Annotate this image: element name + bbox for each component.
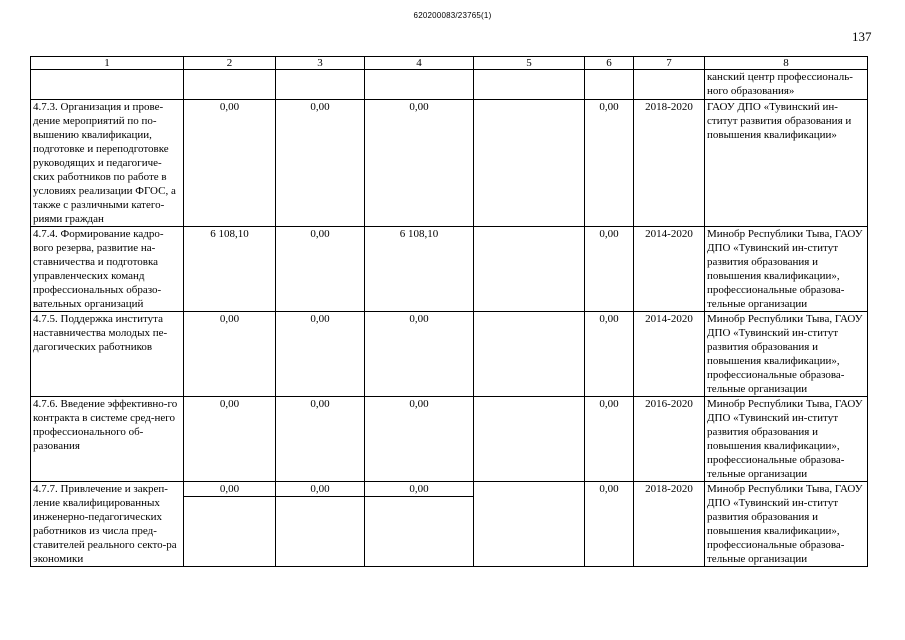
column-header: 8 [705,57,868,70]
cell-regional: 0,00 [365,397,474,482]
cell-federal: 0,00 [276,312,365,397]
cell-responsible: Минобр Республики Тыва, ГАОУ ДПО «Тувинский ин-ститут развития образования и повышения квалификации», профессиональные образова-тельные организации [705,397,868,482]
cell-regional: 0,00 [365,312,474,397]
cell-municipal [474,397,585,482]
cell-measure: 4.7.4. Формирование кадро-вого резерва, развитие на-ставничества и подготовка управленческих команд профессиональных образо-вательных организаций [31,227,184,312]
cell-regional: 0,00 [365,100,474,227]
page-number: 137 [852,29,872,44]
cell-total: 0,00 [184,312,276,397]
cell-measure [31,70,184,100]
cell-municipal [474,312,585,397]
cell-municipal [474,482,585,567]
cell-responsible: канский центр профессиональ-ного образования» [705,70,868,100]
cell-total: 0,00 [184,100,276,227]
cell-responsible: Минобр Республики Тыва, ГАОУ ДПО «Тувинский ин-ститут развития образования и повышения квалификации», профессиональные образова-тельные организации [705,227,868,312]
cell-total-empty [184,497,276,567]
cell-municipal [474,100,585,227]
cell-other [585,70,634,100]
cell-regional-empty [365,497,474,567]
cell-federal: 0,00 [276,100,365,227]
column-header: 4 [365,57,474,70]
cell-municipal [474,227,585,312]
column-header: 3 [276,57,365,70]
cell-total [184,70,276,100]
cell-total: 0,00 [184,482,276,497]
cell-other: 0,00 [585,312,634,397]
cell-total: 0,00 [184,397,276,482]
cell-period: 2018-2020 [634,100,705,227]
table-row [31,312,868,397]
cell-measure: 4.7.7. Привлечение и закреп-ление квалифицированных инженерно-педагогических работников из числа пред-ставителей реального секто-ра экономики [31,482,184,567]
column-header: 6 [585,57,634,70]
table-row [31,100,868,227]
column-header: 1 [31,57,184,70]
cell-total: 6 108,10 [184,227,276,312]
column-header: 5 [474,57,585,70]
cell-responsible: Минобр Республики Тыва, ГАОУ ДПО «Тувинский ин-ститут развития образования и повышения квалификации», профессиональные образова-тельные организации [705,312,868,397]
continuation-row [31,70,868,100]
cell-measure: 4.7.5. Поддержка института наставничества молодых пе-дагогических работников [31,312,184,397]
table-row [31,482,868,497]
cell-period: 2014-2020 [634,312,705,397]
cell-regional [365,70,474,100]
cell-period: 2018-2020 [634,482,705,567]
cell-period [634,70,705,100]
cell-federal [276,70,365,100]
cell-responsible: ГАОУ ДПО «Тувинский ин-ститут развития образования и повышения квалификации» [705,100,868,227]
table-row [31,227,868,312]
budget-table [30,56,868,567]
cell-federal: 0,00 [276,227,365,312]
cell-federal-empty [276,497,365,567]
column-header: 2 [184,57,276,70]
column-header: 7 [634,57,705,70]
cell-municipal [474,70,585,100]
cell-measure: 4.7.3. Организация и прове-дение мероприятий по по-вышению квалификации, подготовке и переподготовке руководящих и педагогиче-ских работников по работе в условиях реализации ФГОС, а также с различными катего-риями граждан [31,100,184,227]
cell-other: 0,00 [585,227,634,312]
cell-measure: 4.7.6. Введение эффективно-го контракта в системе сред-него профессионального об-разования [31,397,184,482]
cell-period: 2014-2020 [634,227,705,312]
cell-other: 0,00 [585,397,634,482]
cell-other: 0,00 [585,482,634,567]
column-header-row [31,57,868,70]
cell-period: 2016-2020 [634,397,705,482]
cell-regional: 0,00 [365,482,474,497]
cell-other: 0,00 [585,100,634,227]
table-row [31,397,868,482]
cell-regional: 6 108,10 [365,227,474,312]
cell-responsible: Минобр Республики Тыва, ГАОУ ДПО «Тувинский ин-ститут развития образования и повышения квалификации», профессиональные образова-тельные организации [705,482,868,567]
document-id: 620200083/23765(1) [413,11,492,20]
cell-federal: 0,00 [276,397,365,482]
cell-federal: 0,00 [276,482,365,497]
